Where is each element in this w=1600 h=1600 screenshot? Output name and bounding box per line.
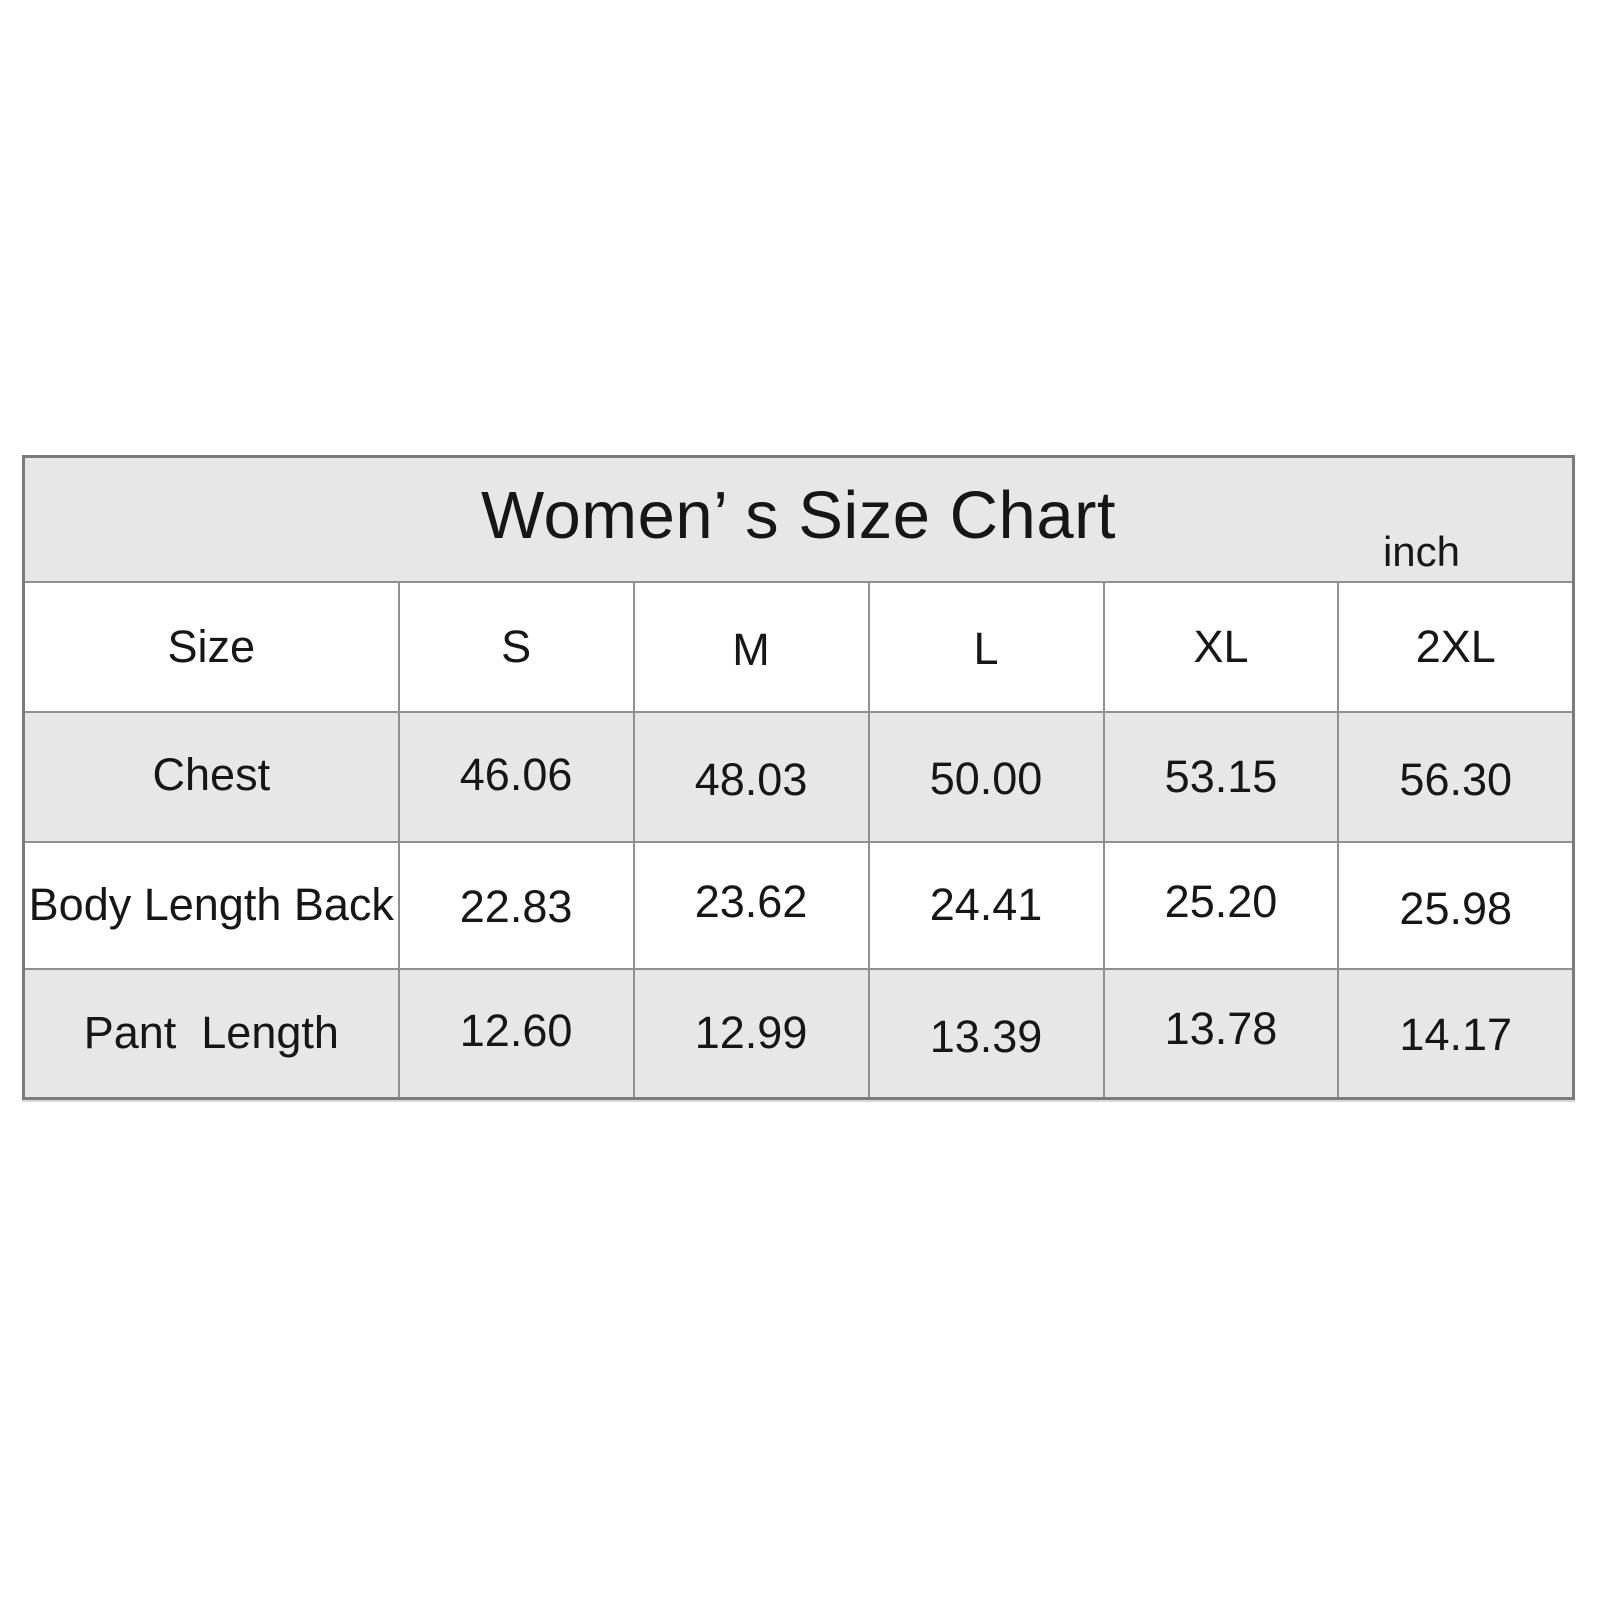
table-title-cell <box>24 457 1574 582</box>
table-title-row <box>24 457 1574 582</box>
cell-pant-m <box>634 969 869 1099</box>
column-header-l <box>869 582 1104 712</box>
cell-value: 48.03 <box>694 753 808 805</box>
cell-chest-l <box>869 712 1104 842</box>
cell-value: 12.99 <box>694 1007 808 1059</box>
cell-body-l <box>869 842 1104 969</box>
cell-pant-xl <box>1104 969 1339 1099</box>
cell-value: 25.98 <box>1399 883 1513 934</box>
cell-value: 13.39 <box>929 1011 1043 1063</box>
column-header-label: S <box>501 620 532 672</box>
size-chart-table <box>22 455 1575 1100</box>
womens-size-chart <box>22 455 1575 1097</box>
cell-chest-m <box>634 712 869 842</box>
column-header-xl <box>1104 582 1339 712</box>
table-row-pant-length <box>24 969 1574 1099</box>
cell-pant-s <box>399 969 634 1099</box>
unit-label: inch <box>1382 527 1460 575</box>
cell-chest-s <box>399 712 634 842</box>
row-label: Pant Length <box>83 1007 339 1059</box>
column-header-label: Size <box>167 620 256 672</box>
cell-value: 46.06 <box>459 748 573 800</box>
cell-value: 22.83 <box>459 881 573 932</box>
cell-chest-xl <box>1104 712 1339 842</box>
cell-body-2xl <box>1338 842 1573 969</box>
cell-value: 24.41 <box>929 879 1043 930</box>
column-header-label: M <box>732 623 770 675</box>
cell-value: 53.15 <box>1164 750 1278 802</box>
cell-value: 25.20 <box>1164 876 1278 927</box>
cell-body-m <box>634 842 869 969</box>
row-label: Body Length Back <box>28 879 394 930</box>
column-header-2xl <box>1338 582 1573 712</box>
column-header-row <box>24 582 1574 712</box>
cell-body-xl <box>1104 842 1339 969</box>
row-label-cell <box>24 969 399 1099</box>
table-title: Women’ s Size Chart <box>480 477 1117 553</box>
column-header-m <box>634 582 869 712</box>
cell-value: 50.00 <box>929 752 1043 804</box>
row-label-cell <box>24 712 399 842</box>
cell-value: 12.60 <box>459 1005 573 1057</box>
column-header-label: L <box>973 622 999 674</box>
cell-pant-l <box>869 969 1104 1099</box>
cell-chest-2xl <box>1338 712 1573 842</box>
column-header-s <box>399 582 634 712</box>
column-header-label: XL <box>1193 620 1249 672</box>
row-label-cell <box>24 842 399 969</box>
cell-value: 13.78 <box>1164 1003 1278 1055</box>
column-header-size <box>24 582 399 712</box>
cell-value: 56.30 <box>1399 753 1513 805</box>
cell-body-s <box>399 842 634 969</box>
table-row-chest <box>24 712 1574 842</box>
row-label: Chest <box>152 748 271 800</box>
cell-value: 23.62 <box>694 876 808 927</box>
cell-value: 14.17 <box>1399 1009 1513 1061</box>
cell-pant-2xl <box>1338 969 1573 1099</box>
table-row-body-length-back <box>24 842 1574 969</box>
column-header-label: 2XL <box>1415 620 1496 672</box>
